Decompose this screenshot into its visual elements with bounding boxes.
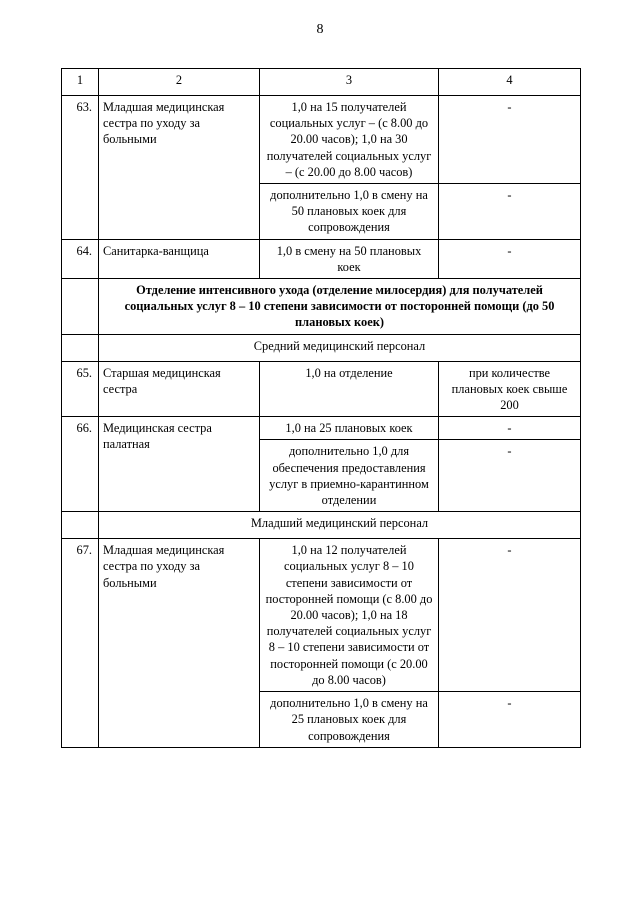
section-title: Отделение интенсивного ухода (отделение милосердия) для получателей социальных услуг 8 – 10 степени зависимости от посторонней помощи (до 50 плановых коек) (99, 279, 581, 335)
subsection-row (62, 334, 581, 361)
position-name: Младшая медицинская сестра по уходу за больными (99, 539, 260, 747)
staff-norm: 1,0 на 25 плановых коек (260, 417, 439, 440)
header-col-4: 4 (439, 69, 581, 96)
note: - (439, 184, 581, 240)
table-row (62, 96, 581, 184)
position-name: Медицинская сестра палатная (99, 417, 260, 512)
staff-norm: 1,0 на отделение (260, 361, 439, 417)
note: при количестве плановых коек свыше 200 (439, 361, 581, 417)
position-name: Младшая медицинская сестра по уходу за больными (99, 96, 260, 240)
page-number: 8 (316, 22, 324, 37)
note: - (439, 239, 581, 278)
header-col-1: 1 (62, 69, 99, 96)
staff-norm: дополнительно 1,0 для обеспечения предоставления услуг в приемно-карантинном отделении (260, 440, 439, 512)
header-row (62, 69, 581, 96)
section-row (62, 279, 581, 335)
note: - (439, 417, 581, 440)
position-name: Старшая медицинская сестра (99, 361, 260, 417)
subsection-title: Средний медицинский персонал (99, 334, 581, 361)
position-name: Санитарка-ванщица (99, 239, 260, 278)
table-row (62, 417, 581, 440)
staff-norm: дополнительно 1,0 в смену на 25 плановых коек для сопровождения (260, 692, 439, 748)
row-number: 66. (62, 417, 99, 512)
header-col-2: 2 (99, 69, 260, 96)
subsection-row (62, 512, 581, 539)
staffing-table (61, 68, 581, 748)
note: - (439, 96, 581, 184)
staff-norm: 1,0 на 15 получателей социальных услуг – (с 8.00 до 20.00 часов); 1,0 на 30 получателей социальных услуг – (с 20.00 до 8.00 часов) (260, 96, 439, 184)
note: - (439, 440, 581, 512)
staff-norm: 1,0 на 12 получателей социальных услуг 8 – 10 степени зависимости от посторонней помощи (с 8.00 до 20.00 часов); 1,0 на 18 получателей социальных услуг 8 – 10 степени зависимости от посторонней помощи (с 20.00 до 8.00 часов) (260, 539, 439, 692)
staff-norm: 1,0 в смену на 50 плановых коек (260, 239, 439, 278)
table-row (62, 361, 581, 417)
note: - (439, 692, 581, 748)
subsection-title: Младший медицинский персонал (99, 512, 581, 539)
header-col-3: 3 (260, 69, 439, 96)
note: - (439, 539, 581, 692)
row-number: 63. (62, 96, 99, 240)
table-row (62, 539, 581, 692)
table-row (62, 239, 581, 278)
row-number: 67. (62, 539, 99, 747)
staff-norm: дополнительно 1,0 в смену на 50 плановых коек для сопровождения (260, 184, 439, 240)
row-number: 64. (62, 239, 99, 278)
row-number: 65. (62, 361, 99, 417)
